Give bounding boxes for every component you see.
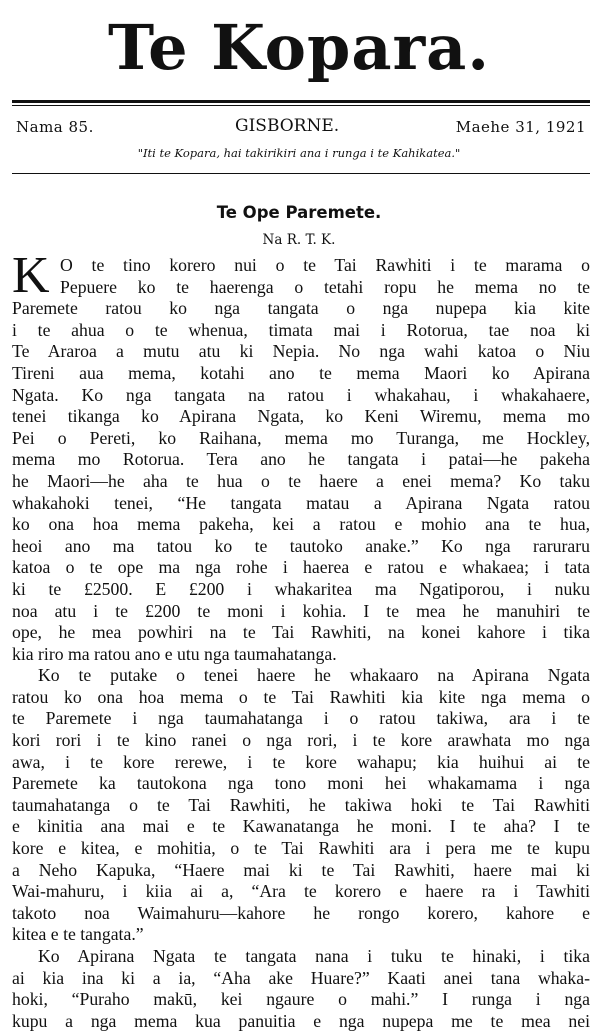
- text-line: e kinitia ana mai e te Kawanatanga he moni. I te aha? I te: [12, 816, 590, 837]
- text-line: Ko Apirana Ngata te tangata nana i tuku te hinaki, i tika: [38, 946, 590, 966]
- issue-date: Maehe 31, 1921: [455, 118, 586, 136]
- issue-place: GISBORNE.: [235, 116, 340, 136]
- masthead-rule: [12, 100, 590, 103]
- text-line: Tireni aua mema, kotahi ano te mema Maori ko Apirana: [12, 362, 590, 383]
- text-line: Ngata. Ko nga tangata na ratou i whakahau, i whakahaere,: [12, 384, 590, 405]
- text-line: a Neho Kapuka, “Haere mai ki te Tai Rawhiti, haere mai ki: [12, 859, 590, 880]
- text-line: kori rori i te kino ranei o nga rori, i te kore arawhata mo nga: [12, 730, 590, 751]
- article-title: Te Ope Paremete.: [216, 203, 382, 222]
- text-line: ko ona hoa mema pakeha, kei a ratou e mohio ana te hua,: [12, 514, 590, 535]
- text-line: he Maori—he aha te hua o te haere a enei mema? Ko taku: [12, 470, 590, 491]
- text-line: Te Araroa a mutu atu ki Nepia. No nga wahi katoa o Niu: [12, 341, 590, 362]
- text-line: Wai-mahuru, i kiia ai a, “Ara te korero e haere ra i Tawhiti: [12, 881, 590, 902]
- text-line: O te tino korero nui o te Tai Rawhiti i te marama o: [60, 255, 590, 275]
- text-line: te Paremete i nga taumahatanga i o ratou takiwa, ara i te: [12, 708, 590, 729]
- text-line: Ko te putake o tenei haere he whakaaro na Apirana Ngata: [38, 665, 590, 686]
- text-line: whakahoki tenei, “He tangata matau a Apirana Ngata ratou: [12, 492, 590, 513]
- text-line: hoki, “Puraho makū, kei ngaure o mahi.” I runga i nga: [12, 989, 590, 1010]
- text-line: kore e kitea, e mohitia, o te Tai Rawhiti ara i pera me te kupu: [12, 838, 590, 859]
- text-line: katoa o te ope ma nga rohe i haerea e ratou e whakaea; i tata: [12, 557, 590, 578]
- text-line: Paremete ka tautokona nga tono moni hei whakamama i nga: [12, 773, 590, 794]
- text-line: kitea e te tangata.”: [12, 924, 144, 945]
- text-line: ope, he mea powhiri na te Tai Rawhiti, na konei kahore i tika: [12, 622, 590, 643]
- text-line: ratou ko ona hoa mema o te Tai Rawhiti kia kite nga mema o: [12, 686, 590, 707]
- text-line: ki te £2500. E £200 i whakaritea ma Ngatiporou, i nuku: [12, 578, 590, 599]
- article-body: [12, 247, 590, 1032]
- text-line: Pepuere ko te haerenga o tetahi ropu he mema no te: [60, 276, 590, 297]
- masthead-rule-thin: [12, 105, 590, 106]
- text-line: tenei tikanga ko Apirana Ngata, ko Keni Wiremu, mema mo: [12, 406, 590, 427]
- text-line: kupu a nga mema kua panuitia e nga nupepa me te mea nei: [12, 1010, 590, 1031]
- text-line: heoi ano ma tatou ko te tautoko anake.” Ko nga raruraru: [12, 535, 590, 556]
- text-line: Pei o Pereti, ko Raihana, mema mo Turanga, me Hockley,: [12, 427, 590, 448]
- text-line: takoto noa Waimahuru—kahore he rongo korero, kahore e: [12, 902, 590, 923]
- text-line: i te ahua o te whenua, timata mai i Rotorua, tae noa ki: [12, 319, 590, 340]
- header-divider: [12, 173, 590, 174]
- motto: "Iti te Kopara, hai takirikiri ana i runga i te Kahikatea.": [137, 146, 461, 160]
- text-line: noa atu i te £200 te moni i kohia. I te mea he manuhiri te: [12, 600, 590, 621]
- issue-number: Nama 85.: [16, 118, 94, 136]
- text-line: kia riro ma ratou ano e utu nga taumahatanga.: [12, 643, 337, 664]
- text-line: awa, i te kore rerewe, i te kore wahapu; kia huihui ai te: [12, 751, 590, 772]
- drop-cap: K: [12, 247, 50, 304]
- newspaper-masthead: Te Kopara.: [108, 11, 490, 84]
- text-line: taumahatanga o te Tai Rawhiti, he takiwa hoki te Tai Rawhiti: [12, 794, 590, 815]
- article-author: Na R. T. K.: [262, 232, 336, 248]
- text-line: Paremete ratou ko nga tangata o nga nupepa kia kite: [12, 298, 590, 319]
- text-line: ai kia ina ki a ia, “Aha ake Huare?” Kaati anei tana whaka-: [12, 967, 590, 988]
- text-line: mema mo Rotorua. Tera ano he tangata i patai—he pakeha: [12, 449, 590, 470]
- dropcap-block: [12, 247, 590, 304]
